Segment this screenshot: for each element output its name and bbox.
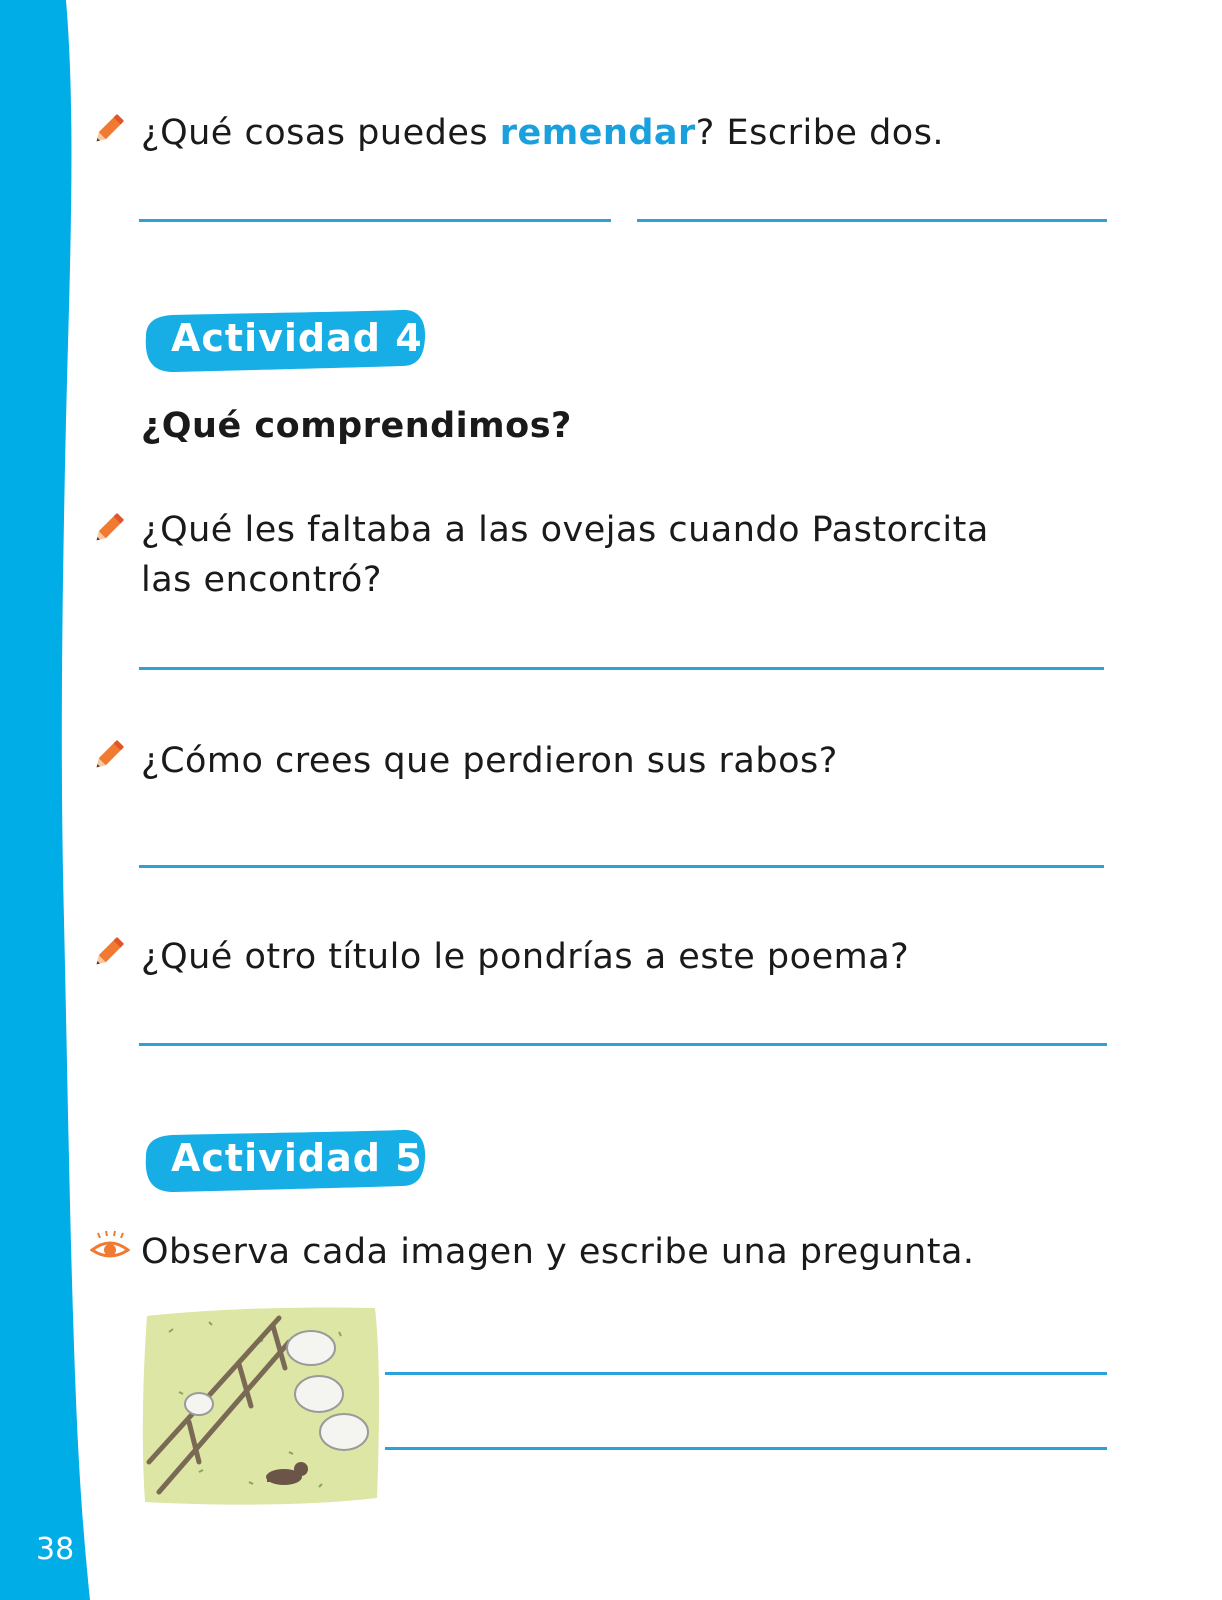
instruction-5: Observa cada imagen y escribe una pregunta. [141,1232,975,1272]
question-2-line-2: las encontró? [141,560,382,600]
question-2-line-1: ¿Qué les faltaba a las ovejas cuando Pastorcita [141,510,989,550]
activity-4-badge [140,308,426,374]
section-subtitle: ¿Qué comprendimos? [141,406,572,446]
pencil-icon [90,108,130,148]
pencil-icon [90,734,130,774]
question-4: ¿Qué otro título le pondrías a este poema? [141,937,910,977]
answer-line-5b[interactable] [385,1447,1107,1450]
pencil-icon [90,931,130,971]
activity-4-label: Actividad 4 [171,316,423,360]
question-3: ¿Cómo crees que perdieron sus rabos? [141,741,838,781]
activity-5-label: Actividad 5 [171,1136,423,1180]
answer-line-5a[interactable] [385,1372,1107,1375]
question-1-text-after: ? Escribe dos. [695,113,945,153]
highlight-word: remendar [499,113,696,153]
side-band [0,0,100,1600]
answer-line-1b[interactable] [637,219,1107,222]
question-1-text-before: ¿Qué cosas puedes [141,113,500,153]
answer-line-4[interactable] [139,1043,1107,1046]
answer-line-3[interactable] [139,865,1104,868]
answer-line-2[interactable] [139,667,1104,670]
answer-line-1a[interactable] [139,219,611,222]
question-1 [141,108,944,158]
pencil-icon [90,507,130,547]
page-number: 38 [36,1532,75,1567]
sheep-fence-illustration [139,1302,383,1508]
activity-5-badge [140,1128,426,1194]
eye-icon [90,1230,130,1264]
